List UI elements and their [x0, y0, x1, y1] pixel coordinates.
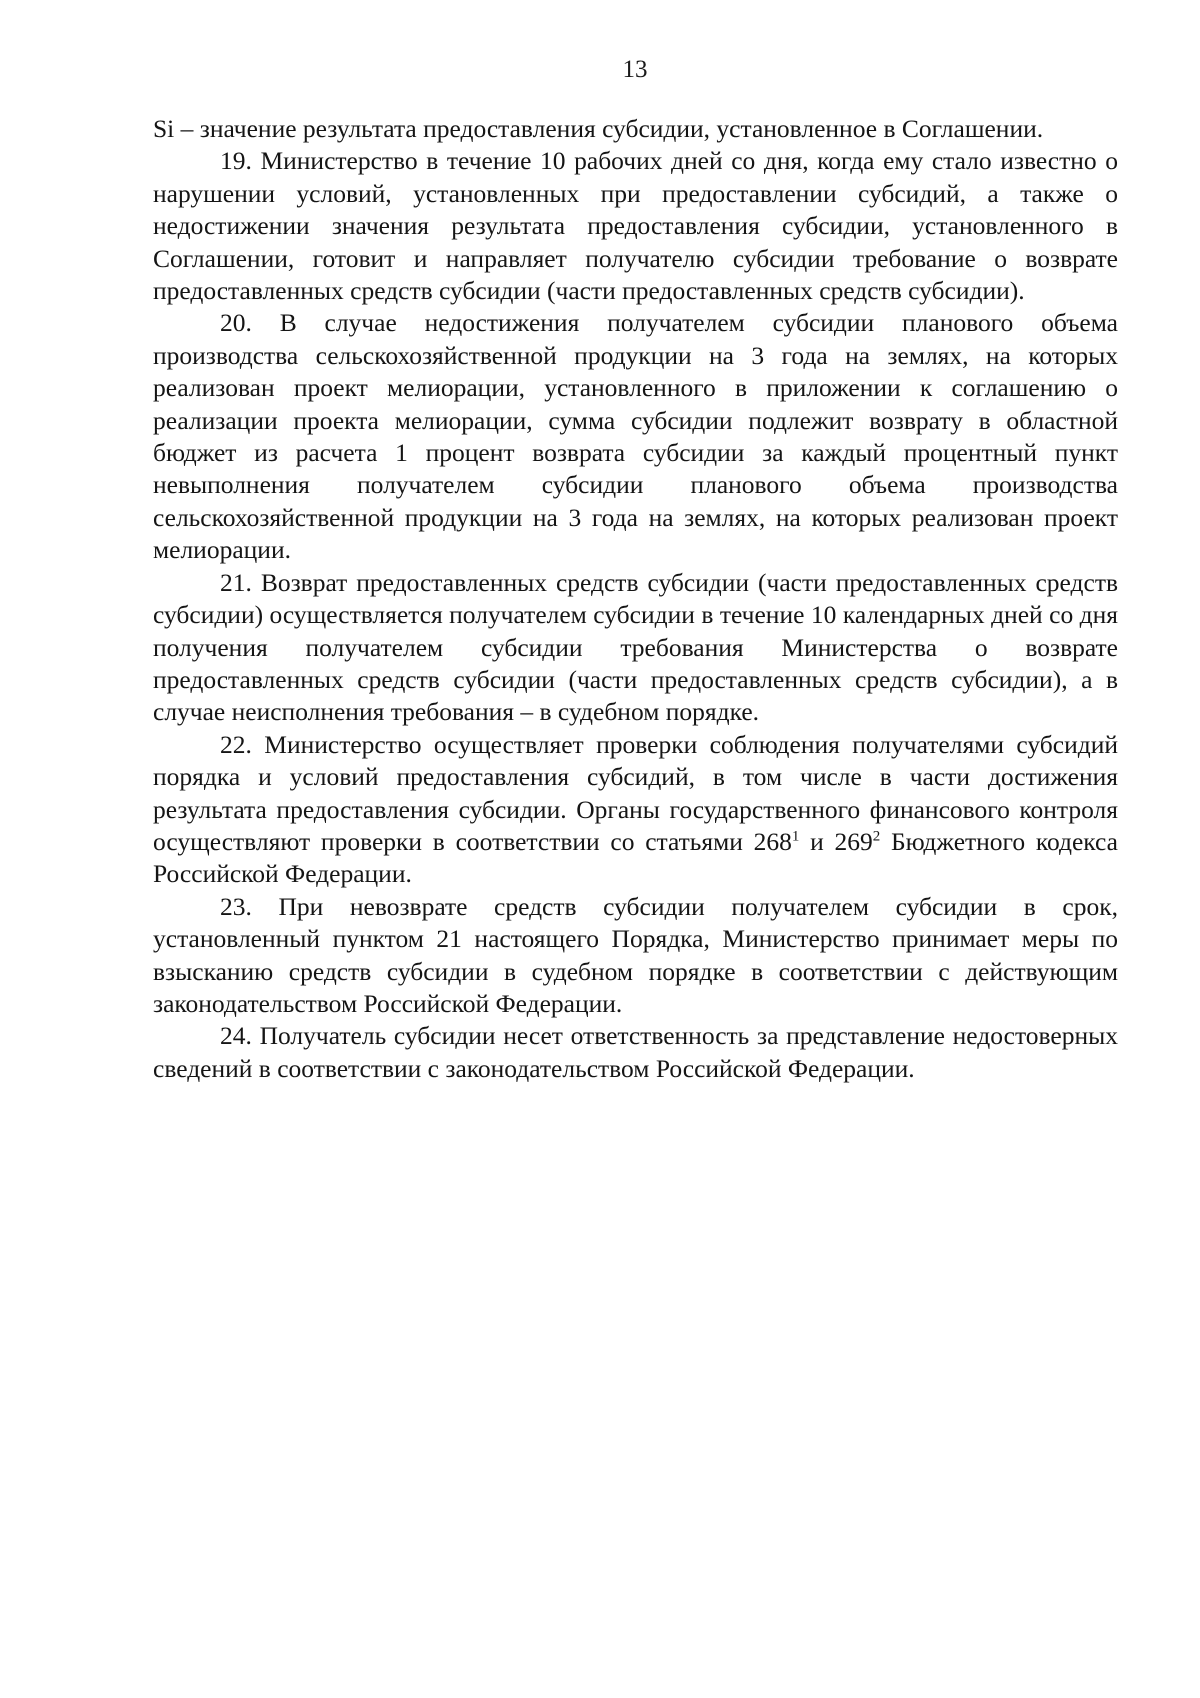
paragraph-22 [153, 729, 1118, 891]
page-number: 13 [622, 56, 648, 83]
paragraph-22-text-b: и 269 [799, 826, 873, 856]
superscript-article-268: 1 [791, 828, 800, 845]
paragraph-21: 21. Возврат предоставленных средств субсидии (части предоставленных средств субсидии) осуществляется получателем субсидии в течение 10 календарных дней со дня получения получателем субсидии требования Министерства о возврате предоставленных средств субсидии (части предоставленных средств субсидии), а в случае неисполнения требования – в судебном порядке. [153, 567, 1118, 727]
paragraph-24: 24. Получатель субсидии несет ответственность за представление недостоверных сведений в соответствии с законодательством Российской Федерации. [153, 1021, 1118, 1083]
paragraph-23: 23. При невозврате средств субсидии получателем субсидии в срок, установленный пунктом 21 настоящего Порядка, Министерство принимает меры по взысканию средств субсидии в судебном порядке в соответствии с действующим законодательством Российской Федерации. [153, 891, 1118, 1018]
document-body [153, 113, 1118, 1085]
paragraph-19: 19. Министерство в течение 10 рабочих дней со дня, когда ему стало известно о нарушении условий, установленных при предоставлении субсидий, а также о недостижении значения результата предоставления субсидии, установленного в Соглашении, готовит и направляет получателю субсидии требование о возврате предоставленных средств субсидии (части предоставленных средств субсидии). [153, 146, 1118, 306]
paragraph-22-text-a: 22. Министерство осуществляет проверки соблюдения получателями субсидий порядка и условий предоставления субсидий, в том числе в части достижения результата предоставления субсидии. Органы государственного финансового контроля осуществляют проверки в соответствии со статьями 268 [153, 729, 1118, 856]
paragraph-si-definition: Si – значение результата предоставления субсидии, установленное в Соглашении. [153, 114, 1044, 143]
superscript-article-269: 2 [872, 828, 881, 845]
paragraph-22-text-c: Бюджетного кодекса Российской Федерации. [153, 826, 1118, 889]
paragraph-20: 20. В случае недостижения получателем субсидии планового объема производства сельскохозяйственной продукции на 3 года на землях, на которых реализован проект мелиорации, установленного в приложении к соглашению о реализации проекта мелиорации, сумма субсидии подлежит возврату в областной бюджет из расчета 1 процент возврата субсидии за каждый процентный пункт невыполнения получателем субсидии планового объема производства сельскохозяйственной продукции на 3 года на землях, на которых реализован проект мелиорации. [153, 308, 1118, 565]
